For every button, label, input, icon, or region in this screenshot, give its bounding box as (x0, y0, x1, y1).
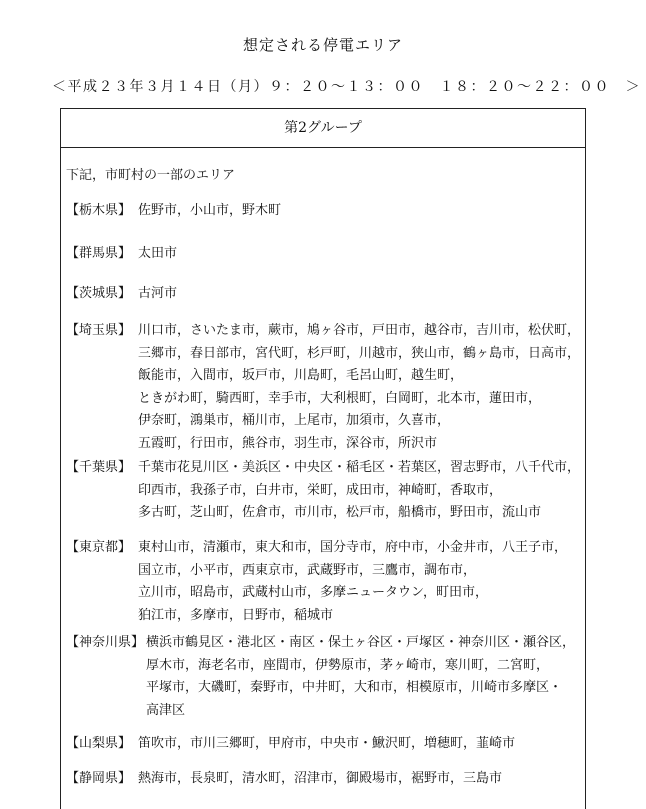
region-tochigi (66, 200, 281, 223)
area-list-line: 千葉市花見川区・美浜区・中央区・稲毛区・若葉区，習志野市，八千代市， (138, 460, 581, 475)
area-list-line: 古河市 (138, 286, 178, 301)
area-list-line: 東村山市，清瀬市，東大和市，国分寺市，府中市，小金井市，八王子市， (138, 540, 568, 555)
area-list-line: 笛吹市，市川三郷町，甲府市，中央市・鰍沢町，増穂町，韮崎市 (138, 736, 516, 751)
page-title: 想定される停電エリア (242, 36, 403, 54)
region-tokyo (66, 537, 567, 627)
area-list-line: 立川市，昭島市，武蔵村山市，多摩ニュータウン，町田市， (138, 585, 488, 600)
prefecture-label: 【栃木県】 (66, 203, 132, 218)
area-list-line: 飯能市，入間市，坂戸市，川島町，毛呂山町，越生町， (138, 368, 464, 383)
outage-schedule: ＜平成２３年３月１４日（月）９：２０〜１３：００ １８：２０〜２２：００ ＞ (52, 79, 641, 95)
area-list-line: 狛江市，多摩市，日野市，稲城市 (138, 607, 334, 623)
prefecture-label: 【神奈川県】 (66, 635, 145, 650)
area-list-line: 川口市，さいたま市，蕨市，鳩ヶ谷市，戸田市，越谷市，吉川市，松伏町， (138, 323, 581, 338)
area-list-line: 熱海市，長泉町，清水町，沼津市，御殿場市，裾野市，三島市 (138, 771, 503, 786)
prefecture-label: 【静岡県】 (66, 771, 132, 786)
prefecture-label: 【茨城県】 (66, 286, 132, 301)
intro-text: 下記，市町村の一部のエリア (66, 168, 236, 183)
area-list-line: 五霞町，行田市，熊谷市，羽生市，深谷市，所沢市 (138, 435, 438, 451)
area-list-line: 多古町，芝山町，佐倉市，市川市，松戸市，船橋市，野田市，流山市 (138, 505, 542, 520)
area-list-line: 佐野市，小山市，野木町 (138, 203, 282, 218)
region-ibaraki (66, 283, 177, 306)
region-gunma (66, 243, 177, 266)
prefecture-label: 【千葉県】 (66, 460, 132, 475)
region-chiba (66, 457, 580, 525)
area-list-line: 太田市 (138, 246, 178, 261)
area-list-line: 高津区 (146, 702, 186, 718)
region-shizuoka (66, 768, 502, 791)
area-list-line: 厚木市，海老名市，座間市，伊勢原市，茅ヶ崎市，寒川町，二宮町， (146, 657, 550, 673)
region-saitama (66, 320, 580, 455)
region-yamanashi (66, 733, 515, 756)
prefecture-label: 【群馬県】 (66, 246, 132, 261)
area-list-line: 印西市，我孫子市，白井市，栄町，成田市，神崎町，香取市， (138, 482, 503, 498)
area-list-line: 伊奈町，鴻巣市，桶川市，上尾市，加須市，久喜市， (138, 413, 451, 428)
area-list-line: 三郷市，春日部市，宮代町，杉戸町，川越市，狭山市，鶴ヶ島市，日高市， (138, 345, 581, 361)
prefecture-label: 【東京都】 (66, 540, 132, 555)
area-list-line: 国立市，小平市，西東京市，武蔵野市，三鷹市，調布市， (138, 562, 477, 578)
area-list-line: ときがわ町，騎西町，幸手市，大利根町，白岡町，北本市，蓮田市， (138, 390, 542, 406)
group-header: 第2グループ (61, 109, 585, 148)
region-kanagawa (66, 632, 575, 722)
prefecture-label: 【山梨県】 (66, 736, 132, 751)
area-list-line: 平塚市，大磯町，秦野市，中井町，大和市，相模原市，川崎市多摩区・ (146, 680, 563, 695)
prefecture-label: 【埼玉県】 (66, 323, 132, 338)
area-list-line: 横浜市鶴見区・港北区・南区・保土ヶ谷区・戸塚区・神奈川区・瀬谷区， (146, 635, 576, 650)
